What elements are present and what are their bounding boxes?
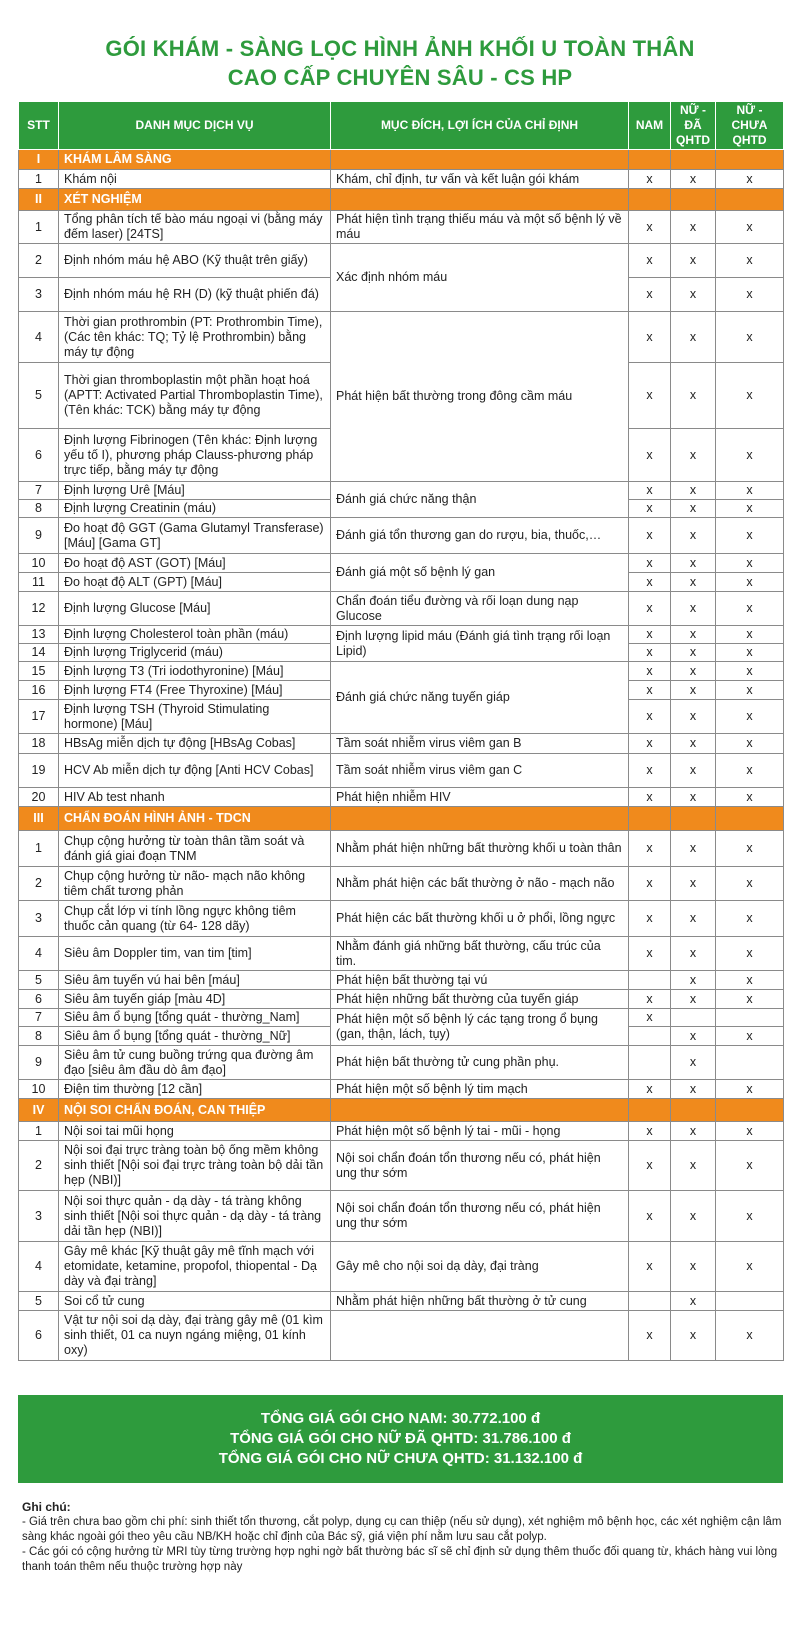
notes-line-2: - Các gói có cộng hưởng từ MRI tùy từng trường hợp nghi ngờ bất thường bác sĩ sẽ chỉ định sử dụng thêm thuốc đối quang từ, khách hàng vui lòng thanh toán thêm nếu thuộc trường hợp này bbox=[22, 1546, 778, 1573]
cell-female-single: x bbox=[716, 1141, 784, 1191]
cell-male: x bbox=[629, 363, 671, 429]
cell-service: Siêu âm tử cung buồng trứng qua đường âm đạo [siêu âm đầu dò âm đạo] bbox=[59, 1046, 331, 1080]
table-row bbox=[19, 626, 784, 644]
cell-purpose: Đánh giá chức năng tuyến giáp bbox=[331, 662, 629, 734]
cell-female-single bbox=[716, 1292, 784, 1311]
cell-service: Thời gian thromboplastin một phần hoạt hoá (APTT: Activated Partial Thromboplastin Time), (Tên khác: TCK) bằng máy tự động bbox=[59, 363, 331, 429]
cell-female-single: x bbox=[716, 644, 784, 662]
cell-male: x bbox=[629, 831, 671, 867]
cell-female-married: x bbox=[671, 211, 716, 244]
cell-service: Định lượng T3 (Tri iodothyronine) [Máu] bbox=[59, 662, 331, 681]
cell-service: Đo hoạt độ AST (GOT) [Máu] bbox=[59, 554, 331, 573]
cell-male: x bbox=[629, 1122, 671, 1141]
cell-stt: 2 bbox=[19, 1141, 59, 1191]
cell-female-married: x bbox=[671, 554, 716, 573]
cell-female-single: x bbox=[716, 211, 784, 244]
section-number: IV bbox=[19, 1099, 59, 1122]
table-row bbox=[19, 662, 784, 681]
cell-female-married: x bbox=[671, 937, 716, 971]
cell-purpose: Phát hiện bất thường tại vú bbox=[331, 971, 629, 990]
cell-male: x bbox=[629, 662, 671, 681]
total-female-married: TỔNG GIÁ GÓI CHO NỮ ĐÃ QHTD: 31.786.100 đ bbox=[230, 1430, 571, 1447]
cell-service: Thời gian prothrombin (PT: Prothrombin Time), (Các tên khác: TQ; Tỷ lệ Prothrombin) bằng máy tự động bbox=[59, 312, 331, 363]
cell-stt: 2 bbox=[19, 867, 59, 901]
cell-male bbox=[629, 1046, 671, 1080]
cell-female-single: x bbox=[716, 500, 784, 518]
table-row bbox=[19, 1080, 784, 1099]
cell-male: x bbox=[629, 312, 671, 363]
cell-purpose: Gây mê cho nội soi dạ dày, đại tràng bbox=[331, 1242, 629, 1292]
cell-female-married bbox=[671, 1009, 716, 1027]
cell-stt: 2 bbox=[19, 244, 59, 278]
cell-purpose: Phát hiện một số bệnh lý tai - mũi - họng bbox=[331, 1122, 629, 1141]
section-row bbox=[19, 189, 784, 211]
cell-female-married: x bbox=[671, 700, 716, 734]
table-row bbox=[19, 1311, 784, 1361]
table-row bbox=[19, 937, 784, 971]
header-male: NAM bbox=[629, 102, 671, 150]
cell-purpose: Phát hiện bất thường tử cung phần phụ. bbox=[331, 1046, 629, 1080]
cell-female-married: x bbox=[671, 1191, 716, 1242]
cell-stt: 15 bbox=[19, 662, 59, 681]
cell-female-single bbox=[716, 1009, 784, 1027]
cell-stt: 5 bbox=[19, 363, 59, 429]
cell-stt: 8 bbox=[19, 500, 59, 518]
total-price-banner bbox=[18, 1395, 783, 1483]
section-row bbox=[19, 1099, 784, 1122]
cell-female-married: x bbox=[671, 867, 716, 901]
cell-purpose: Xác định nhóm máu bbox=[331, 244, 629, 312]
cell-female-single: x bbox=[716, 831, 784, 867]
cell-stt: 12 bbox=[19, 592, 59, 626]
cell-female-single: x bbox=[716, 681, 784, 700]
section-number: III bbox=[19, 807, 59, 831]
cell-purpose: Phát hiện các bất thường khối u ở phổi, lồng ngực bbox=[331, 901, 629, 937]
cell-female-single: x bbox=[716, 626, 784, 644]
cell-male bbox=[629, 1292, 671, 1311]
table-row bbox=[19, 312, 784, 363]
cell-female-married: x bbox=[671, 312, 716, 363]
cell-stt: 19 bbox=[19, 754, 59, 788]
cell-female-single: x bbox=[716, 429, 784, 482]
cell-service: Điện tim thường [12 cần] bbox=[59, 1080, 331, 1099]
cell-female-single: x bbox=[716, 312, 784, 363]
cell-female-married: x bbox=[671, 1027, 716, 1046]
cell-stt: 4 bbox=[19, 312, 59, 363]
cell-purpose: Định lượng lipid máu (Đánh giá tình trạng rối loạn Lipid) bbox=[331, 626, 629, 662]
cell-female-married: x bbox=[671, 734, 716, 754]
cell-service: HCV Ab miễn dịch tự động [Anti HCV Cobas] bbox=[59, 754, 331, 788]
cell-female-married: x bbox=[671, 482, 716, 500]
cell-purpose: Chẩn đoán tiểu đường và rối loạn dung nạp Glucose bbox=[331, 592, 629, 626]
cell-service: Siêu âm tuyến giáp [màu 4D] bbox=[59, 990, 331, 1009]
cell-female-married: x bbox=[671, 1080, 716, 1099]
cell-male: x bbox=[629, 681, 671, 700]
cell-male: x bbox=[629, 626, 671, 644]
cell-male: x bbox=[629, 244, 671, 278]
cell-stt: 9 bbox=[19, 518, 59, 554]
cell-female-married: x bbox=[671, 1292, 716, 1311]
cell-stt: 6 bbox=[19, 990, 59, 1009]
cell-service: Soi cổ tử cung bbox=[59, 1292, 331, 1311]
table-row bbox=[19, 244, 784, 278]
cell-service: Định nhóm máu hệ RH (D) (kỹ thuật phiến đá) bbox=[59, 278, 331, 312]
cell-purpose: Đánh giá tổn thương gan do rượu, bia, thuốc,… bbox=[331, 518, 629, 554]
cell-purpose: Nhằm phát hiện các bất thường ở não - mạch não bbox=[331, 867, 629, 901]
cell-male: x bbox=[629, 1242, 671, 1292]
cell-female-single: x bbox=[716, 867, 784, 901]
table-row bbox=[19, 901, 784, 937]
title-line-2: CAO CẤP CHUYÊN SÂU - CS HP bbox=[227, 65, 573, 90]
cell-purpose: Nội soi chẩn đoán tổn thương nếu có, phát hiện ung thư sớm bbox=[331, 1141, 629, 1191]
cell-service: Định lượng Fibrinogen (Tên khác: Định lượng yếu tố I), phương pháp Clauss-phương pháp trực tiếp, bằng máy tự động bbox=[59, 429, 331, 482]
cell-service: Đo hoạt độ GGT (Gama Glutamyl Transferase) [Máu] [Gama GT] bbox=[59, 518, 331, 554]
cell-stt: 1 bbox=[19, 211, 59, 244]
cell-female-married: x bbox=[671, 788, 716, 807]
cell-female-married: x bbox=[671, 592, 716, 626]
cell-female-single: x bbox=[716, 482, 784, 500]
cell-female-married: x bbox=[671, 754, 716, 788]
cell-stt: 18 bbox=[19, 734, 59, 754]
cell-male bbox=[629, 971, 671, 990]
cell-female-married: x bbox=[671, 626, 716, 644]
cell-stt: 7 bbox=[19, 482, 59, 500]
total-female-single: TỔNG GIÁ GÓI CHO NỮ CHƯA QHTD: 31.132.100 đ bbox=[218, 1450, 583, 1467]
notes-title: Ghi chú: bbox=[22, 1500, 71, 1514]
section-title: KHÁM LÂM SÀNG bbox=[59, 150, 331, 170]
cell-female-married: x bbox=[671, 429, 716, 482]
cell-female-single: x bbox=[716, 734, 784, 754]
cell-female-single bbox=[716, 1046, 784, 1080]
cell-female-single: x bbox=[716, 363, 784, 429]
cell-female-single: x bbox=[716, 573, 784, 592]
cell-female-single: x bbox=[716, 554, 784, 573]
cell-service: Nội soi tai mũi họng bbox=[59, 1122, 331, 1141]
cell-male: x bbox=[629, 429, 671, 482]
cell-purpose: Tầm soát nhiễm virus viêm gan C bbox=[331, 754, 629, 788]
table-row bbox=[19, 754, 784, 788]
cell-service: Định lượng Urê [Máu] bbox=[59, 482, 331, 500]
cell-female-single: x bbox=[716, 1311, 784, 1361]
table-row bbox=[19, 1191, 784, 1242]
cell-male: x bbox=[629, 754, 671, 788]
cell-service: Định lượng FT4 (Free Thyroxine) [Máu] bbox=[59, 681, 331, 700]
cell-female-married: x bbox=[671, 363, 716, 429]
cell-female-single: x bbox=[716, 518, 784, 554]
cell-male: x bbox=[629, 700, 671, 734]
cell-male: x bbox=[629, 1191, 671, 1242]
table-row bbox=[19, 971, 784, 990]
cell-stt: 13 bbox=[19, 626, 59, 644]
cell-service: Định lượng Triglycerid (máu) bbox=[59, 644, 331, 662]
table-row bbox=[19, 554, 784, 573]
section-number: I bbox=[19, 150, 59, 170]
cell-service: Siêu âm ổ bụng [tổng quát - thường_Nữ] bbox=[59, 1027, 331, 1046]
section-title: NỘI SOI CHẨN ĐOÁN, CAN THIỆP bbox=[59, 1099, 331, 1122]
cell-stt: 6 bbox=[19, 429, 59, 482]
title-line-1: GÓI KHÁM - SÀNG LỌC HÌNH ẢNH KHỐI U TOÀN THÂN bbox=[105, 36, 695, 61]
cell-female-married: x bbox=[671, 990, 716, 1009]
cell-service: Đo hoạt độ ALT (GPT) [Máu] bbox=[59, 573, 331, 592]
cell-purpose: Phát hiện tình trạng thiếu máu và một số bệnh lý về máu bbox=[331, 211, 629, 244]
page-title bbox=[0, 34, 800, 92]
cell-male: x bbox=[629, 592, 671, 626]
cell-male: x bbox=[629, 867, 671, 901]
cell-stt: 10 bbox=[19, 1080, 59, 1099]
section-row bbox=[19, 150, 784, 170]
cell-male: x bbox=[629, 170, 671, 189]
cell-stt: 6 bbox=[19, 1311, 59, 1361]
cell-service: Khám nội bbox=[59, 170, 331, 189]
cell-stt: 4 bbox=[19, 937, 59, 971]
cell-female-married: x bbox=[671, 1122, 716, 1141]
cell-purpose: Khám, chỉ định, tư vấn và kết luận gói khám bbox=[331, 170, 629, 189]
cell-male: x bbox=[629, 554, 671, 573]
cell-female-married: x bbox=[671, 831, 716, 867]
cell-male: x bbox=[629, 901, 671, 937]
cell-purpose: Đánh giá chức năng thận bbox=[331, 482, 629, 518]
cell-service: Định lượng Glucose [Máu] bbox=[59, 592, 331, 626]
cell-service: Nội soi đại trực tràng toàn bộ ống mềm không sinh thiết [Nội soi đại trực tràng toàn bộ dải tần hẹp (NBI)] bbox=[59, 1141, 331, 1191]
cell-stt: 3 bbox=[19, 1191, 59, 1242]
cell-female-married: x bbox=[671, 278, 716, 312]
table-row bbox=[19, 1046, 784, 1080]
table-row bbox=[19, 1122, 784, 1141]
cell-female-single: x bbox=[716, 901, 784, 937]
cell-stt: 4 bbox=[19, 1242, 59, 1292]
cell-female-single: x bbox=[716, 990, 784, 1009]
cell-stt: 1 bbox=[19, 1122, 59, 1141]
cell-service: HIV Ab test nhanh bbox=[59, 788, 331, 807]
table-row bbox=[19, 990, 784, 1009]
cell-female-married: x bbox=[671, 1242, 716, 1292]
cell-female-single: x bbox=[716, 937, 784, 971]
cell-female-married: x bbox=[671, 573, 716, 592]
cell-female-single: x bbox=[716, 700, 784, 734]
cell-female-single: x bbox=[716, 1027, 784, 1046]
cell-purpose: Phát hiện bất thường trong đông cầm máu bbox=[331, 312, 629, 482]
cell-female-single: x bbox=[716, 1122, 784, 1141]
cell-purpose: Đánh giá một số bệnh lý gan bbox=[331, 554, 629, 592]
cell-female-single: x bbox=[716, 592, 784, 626]
cell-purpose: Phát hiện một số bệnh lý tim mạch bbox=[331, 1080, 629, 1099]
cell-male: x bbox=[629, 990, 671, 1009]
cell-male: x bbox=[629, 937, 671, 971]
cell-service: HBsAg miễn dịch tự động [HBsAg Cobas] bbox=[59, 734, 331, 754]
cell-female-single: x bbox=[716, 662, 784, 681]
cell-service: Định lượng Cholesterol toàn phần (máu) bbox=[59, 626, 331, 644]
cell-female-single: x bbox=[716, 1242, 784, 1292]
cell-male: x bbox=[629, 1311, 671, 1361]
cell-service: Định lượng TSH (Thyroid Stimulating hormone) [Máu] bbox=[59, 700, 331, 734]
section-row bbox=[19, 807, 784, 831]
notes-line-1: - Giá trên chưa bao gồm chi phí: sinh thiết tổn thương, cắt polyp, dụng cụ can thiệp (nếu sử dụng), xét nghiệm mô bệnh học, các xét nghiệm cận lâm sàng khác ngoài gói theo yêu cầu NB/KH hoặc chỉ định của Bác sỹ, giá viện phí nằm lưu sau cắt polyp. bbox=[22, 1516, 782, 1543]
cell-female-married: x bbox=[671, 244, 716, 278]
cell-purpose: Tầm soát nhiễm virus viêm gan B bbox=[331, 734, 629, 754]
cell-stt: 10 bbox=[19, 554, 59, 573]
cell-service: Định nhóm máu hệ ABO (Kỹ thuật trên giấy) bbox=[59, 244, 331, 278]
cell-stt: 17 bbox=[19, 700, 59, 734]
cell-male bbox=[629, 1027, 671, 1046]
cell-stt: 3 bbox=[19, 278, 59, 312]
cell-male: x bbox=[629, 518, 671, 554]
section-title: CHẨN ĐOÁN HÌNH ẢNH - TDCN bbox=[59, 807, 331, 831]
cell-purpose bbox=[331, 1311, 629, 1361]
cell-female-single: x bbox=[716, 170, 784, 189]
cell-male: x bbox=[629, 1141, 671, 1191]
cell-female-married: x bbox=[671, 518, 716, 554]
cell-female-married: x bbox=[671, 662, 716, 681]
cell-purpose: Phát hiện những bất thường của tuyến giáp bbox=[331, 990, 629, 1009]
cell-service: Gây mê khác [Kỹ thuật gây mê tĩnh mạch với etomidate, ketamine, propofol, thiopental - Dạ dày và đại tràng] bbox=[59, 1242, 331, 1292]
header-purpose: MỤC ĐÍCH, LỢI ÍCH CỦA CHỈ ĐỊNH bbox=[331, 102, 629, 150]
table-row bbox=[19, 734, 784, 754]
cell-stt: 5 bbox=[19, 971, 59, 990]
table-row bbox=[19, 1292, 784, 1311]
cell-female-single: x bbox=[716, 244, 784, 278]
cell-female-married: x bbox=[671, 1046, 716, 1080]
cell-stt: 11 bbox=[19, 573, 59, 592]
table-row bbox=[19, 788, 784, 807]
cell-male: x bbox=[629, 573, 671, 592]
cell-stt: 9 bbox=[19, 1046, 59, 1080]
table-row bbox=[19, 592, 784, 626]
table-header-row bbox=[19, 102, 784, 150]
cell-purpose: Nội soi chẩn đoán tổn thương nếu có, phát hiện ung thư sớm bbox=[331, 1191, 629, 1242]
cell-male: x bbox=[629, 211, 671, 244]
cell-service: Siêu âm Doppler tim, van tim [tim] bbox=[59, 937, 331, 971]
cell-male: x bbox=[629, 1080, 671, 1099]
table-row bbox=[19, 1242, 784, 1292]
cell-service: Chụp cắt lớp vi tính lồng ngực không tiêm thuốc cản quang (từ 64- 128 dãy) bbox=[59, 901, 331, 937]
cell-male: x bbox=[629, 278, 671, 312]
cell-stt: 5 bbox=[19, 1292, 59, 1311]
cell-purpose: Nhằm phát hiện những bất thường ở tử cung bbox=[331, 1292, 629, 1311]
cell-male: x bbox=[629, 644, 671, 662]
cell-purpose: Phát hiện nhiễm HIV bbox=[331, 788, 629, 807]
cell-male: x bbox=[629, 1009, 671, 1027]
notes-section bbox=[22, 1500, 782, 1575]
table-row bbox=[19, 831, 784, 867]
cell-service: Định lượng Creatinin (máu) bbox=[59, 500, 331, 518]
cell-stt: 16 bbox=[19, 681, 59, 700]
cell-female-single: x bbox=[716, 278, 784, 312]
cell-female-married: x bbox=[671, 500, 716, 518]
table-row bbox=[19, 211, 784, 244]
cell-stt: 3 bbox=[19, 901, 59, 937]
cell-female-married: x bbox=[671, 1311, 716, 1361]
cell-purpose: Nhằm phát hiện những bất thường khối u toàn thân bbox=[331, 831, 629, 867]
cell-service: Siêu âm tuyến vú hai bên [máu] bbox=[59, 971, 331, 990]
cell-female-married: x bbox=[671, 681, 716, 700]
cell-stt: 1 bbox=[19, 831, 59, 867]
cell-purpose: Phát hiện một số bệnh lý các tạng trong ổ bụng (gan, thận, lách, tụy) bbox=[331, 1009, 629, 1046]
cell-service: Chụp cộng hưởng từ não- mạch não không tiêm chất tương phản bbox=[59, 867, 331, 901]
header-service: DANH MỤC DỊCH VỤ bbox=[59, 102, 331, 150]
cell-purpose: Nhằm đánh giá những bất thường, cấu trúc của tim. bbox=[331, 937, 629, 971]
service-table bbox=[18, 101, 784, 1361]
cell-female-single: x bbox=[716, 788, 784, 807]
table-row bbox=[19, 867, 784, 901]
table-row bbox=[19, 518, 784, 554]
total-male: TỔNG GIÁ GÓI CHO NAM: 30.772.100 đ bbox=[260, 1410, 541, 1427]
cell-service: Vật tư nội soi dạ dày, đại tràng gây mê (01 kìm sinh thiết, 01 ca nuyn ngáng miệng, 01 kính oxy) bbox=[59, 1311, 331, 1361]
cell-female-married: x bbox=[671, 1141, 716, 1191]
cell-stt: 14 bbox=[19, 644, 59, 662]
cell-stt: 8 bbox=[19, 1027, 59, 1046]
cell-female-married: x bbox=[671, 901, 716, 937]
cell-service: Nội soi thực quản - dạ dày - tá tràng không sinh thiết [Nội soi thực quản - dạ dày - tá tràng dải tần hẹp (NBI)] bbox=[59, 1191, 331, 1242]
cell-male: x bbox=[629, 500, 671, 518]
cell-service: Chụp cộng hưởng từ toàn thân tầm soát và đánh giá giai đoạn TNM bbox=[59, 831, 331, 867]
cell-female-single: x bbox=[716, 1080, 784, 1099]
header-female-single: NỮ - CHƯA QHTD bbox=[716, 102, 784, 150]
section-number: II bbox=[19, 189, 59, 211]
cell-female-married: x bbox=[671, 971, 716, 990]
cell-service: Tổng phân tích tế bào máu ngoại vi (bằng máy đếm laser) [24TS] bbox=[59, 211, 331, 244]
table-row bbox=[19, 482, 784, 500]
cell-female-single: x bbox=[716, 1191, 784, 1242]
cell-female-married: x bbox=[671, 170, 716, 189]
cell-service: Siêu âm ổ bụng [tổng quát - thường_Nam] bbox=[59, 1009, 331, 1027]
cell-male: x bbox=[629, 482, 671, 500]
cell-female-married: x bbox=[671, 644, 716, 662]
cell-female-single: x bbox=[716, 754, 784, 788]
cell-stt: 7 bbox=[19, 1009, 59, 1027]
cell-female-single: x bbox=[716, 971, 784, 990]
table-row bbox=[19, 1141, 784, 1191]
cell-stt: 20 bbox=[19, 788, 59, 807]
section-title: XÉT NGHIỆM bbox=[59, 189, 331, 211]
header-female-married: NỮ - ĐÃ QHTD bbox=[671, 102, 716, 150]
table-row bbox=[19, 170, 784, 189]
table-row bbox=[19, 1009, 784, 1027]
cell-male: x bbox=[629, 788, 671, 807]
cell-male: x bbox=[629, 734, 671, 754]
cell-stt: 1 bbox=[19, 170, 59, 189]
header-stt: STT bbox=[19, 102, 59, 150]
